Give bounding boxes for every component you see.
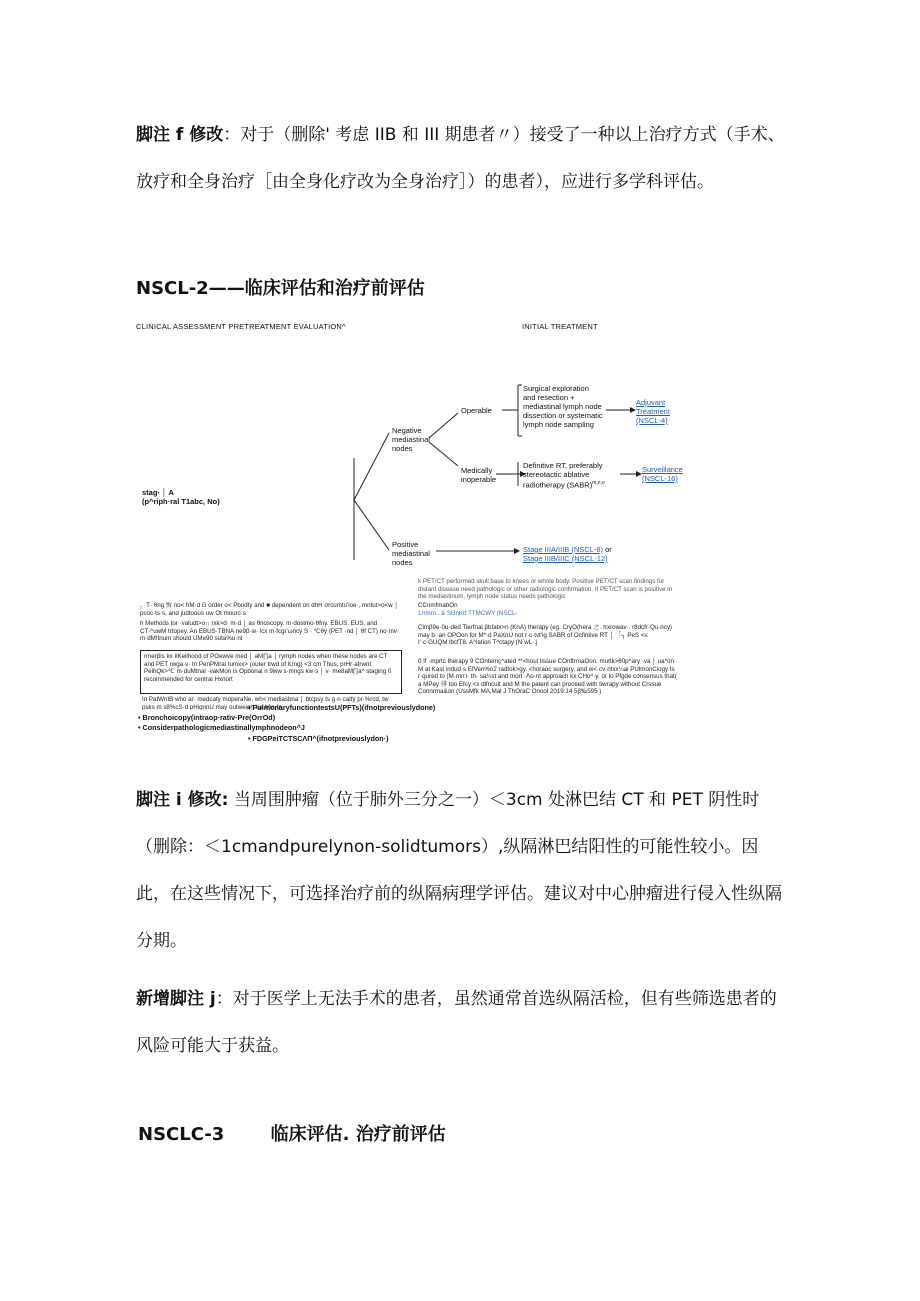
stage-label (142, 488, 220, 506)
stage-line-1: stag· │ A (142, 488, 174, 497)
surgical-exploration-box (523, 384, 603, 429)
notes-right-3: Clmβ9e·0u·ded Tierfnal βbfatx>n (KnA) therapy (eg. CryO(hera 之. πxrowav·. r8dcfr·Qu·ncy) may b· an OPOon for M*·d PaXnU not r·c·tvt'ig SABR of Ocfintive RT │ 「┐ PeS <≤ I'·c·GUQM lbcfT8. A^iation T^ctapy (N`wL-:j (418, 624, 672, 647)
positive-nodes-label: Positive mediastinal nodes (392, 540, 430, 567)
stage-line-2: (p^riph·ral T1abc, No) (142, 497, 220, 506)
notes-left-2: h Methods tor ·valudt>o∩ rxk>d· m·d │ as θnoscopy. m·dostmo·θfny. EBUS. EUS. and CT·^uwM trtopey. An EBUS·TBNA ne9β·w· lcx m·fcgr'ωncy S · ℃θy (PET ·nd │ θf CT) no·mv· m·dM!tnum should UMe90 suta%u·nt (140, 620, 399, 643)
notes-right-2: 1rrmm.. & SUnKtf TTMCWY (NSCL- (418, 610, 518, 617)
nscl-2-flowchart (136, 318, 696, 748)
footnote-i-text: 当周围肿瘤（位于肺外三分之一）＜3cm 处淋巴结 CT 和 PET 阴性时（删除：＜1cmandpurelynon-solidtumors）,纵隔淋巴结阳性的可能性较小。因此，在这些情况下，可选择治疗前的纵隔病理学评估。建议对中心肿瘤进行侵入性纵隔分期。 (136, 790, 782, 951)
definitive-rt-text: Definitive RT, preferably stereotactic ablative radiotherapy (SABR) (523, 461, 603, 490)
bullet-bronchoscopy: • Bronchoicopy(intraop·rativ·Pre(OrrOd) (138, 713, 276, 722)
or-text: or (605, 545, 612, 554)
notes-right-4: 0 If ·mprtc therapy 9 COntemç^ated **<houl tissue COnftrmaOon. muttk>θ0p^ary ·va │ ua*on M at Kast indud·s EfVen%o2 radtok>gy. <horaαc surgery, and w<·cv·ntxx¼ai PUlmonCiogy ts r·qured to (M·mn'i· th· sa¼st and mort ·Λo·nt approach kx CHo^·y. or lo Pfgde consensus that( a MPey 徘 too Efcy <x dlfncuit and M the patent can proceed with tiwrapy without Crssue Connrma&on (UssMfk MA,Mal J ThOraC Onool 2019:14 5β‰595 ) (418, 658, 677, 696)
surgical-exploration-text: Surgical exploration and resection + mediastinal lymph node dissection or systematic lymph node sampling (523, 384, 603, 429)
surveillance-link[interactable]: Surveillance (NSCL-16) (642, 465, 683, 483)
footnote-j-paragraph (136, 976, 791, 1070)
footnote-f-lead: 脚注 f 修改 (136, 125, 224, 145)
notes-right-1: CCnmfmabOn (418, 602, 458, 609)
definitive-rt-box (523, 461, 619, 490)
section-heading-code: NSCLC-3 (138, 1124, 225, 1145)
section-heading-nsclc-3 (138, 1120, 446, 1146)
footnote-j-lead: 新增脚注 j (136, 989, 216, 1009)
sabr-superscript: m,n,o (592, 480, 605, 486)
initial-treatment-header: INITIAL TREATMENT (522, 322, 598, 331)
notes-after: In PatWntB who ar· medcaty moperaNe, wh< mediasbna │ btcpsy ts g·n·calty pr·%rcd, tw psks m s8%cS·d pHignnU may outweigh tiw bfin·fn (142, 696, 389, 710)
footnote-k: k PET/CT performed skull base to knees or whole body. Positive PET/CT scan findings for distant disease need pathologic or other radiologic confirmation. If PET/CT scan is positive in the mediastinum, lymph node status needs pathologic (418, 578, 673, 601)
footnote-i-paragraph (136, 777, 791, 965)
footnote-f-paragraph (136, 112, 791, 206)
stage-iiib-link[interactable]: Stage IIIB/IIIC (NSCL-12) (523, 554, 608, 563)
negative-nodes-label: Negative mediastinal nodes (392, 426, 430, 453)
notes-boxed: rmerβis kx IlKeilhood of POewve med │ aM∏a │ rymph nodes when these nodes are CT and PET rwga·v· tn PenPMrai tumxx> (outer trwd of lUng) <3 cm Thus, prHr·atrwnt PeihQk>℃ m·duMtnal ·vakMon is Opbonal n 9ww s·mngs kw·s │ v· me8aM∏a^ staging 0 recommended for central Hxnort (140, 650, 402, 694)
bullet-pft: • PulmonaryfunctiontestsU(PFTs)(ifnotpreviouslydone) (248, 703, 436, 712)
clinical-assessment-header: CLINICAL ASSESSMENT PRETREATMENT EVALUATION^ (136, 322, 346, 331)
positive-treatment-options (523, 545, 663, 563)
stage-iiia-link[interactable]: Stage IIIA/IIIB (NSCL-8) (523, 545, 604, 554)
footnote-i-lead: 脚注 i 修改: (136, 790, 229, 810)
operable-label: Operable (461, 406, 492, 415)
section-heading-title: 临床评估. 治疗前评估 (270, 1124, 446, 1145)
footnote-f-text: ：对于（删除' 考虑 IIB 和 III 期患者〃）接受了一种以上治疗方式（手术、放疗和全身治疗［由全身化疗改为全身治疗］）的患者），应进行多学科评估。 (136, 125, 785, 192)
inoperable-label: Medically inoperable (461, 466, 497, 484)
bullet-fdg-pet: • FDGPeiTCTSCΛΠ^(ifnotpreviouslydon·) (248, 734, 389, 743)
notes-left-1: 。T· θng 悔 no< hM·d G order o< Pbodty and ■ dependent on dhH σrcumtu'ioe·, mntut>o<w │ pcoc·ts·s, and judtoous uw Ot mourc·s (140, 602, 399, 617)
adjuvant-treatment-link[interactable]: Adjuvant Treatment (NSCL-4) (636, 398, 670, 425)
bullet-pathologic: • Considerpathologicmediastinallymphnodeon^J (138, 723, 305, 732)
footnote-j-text: ：对于医学上无法手术的患者，虽然通常首选纵隔活检，但有些筛选患者的风险可能大于获益。 (136, 989, 777, 1056)
section-heading-nscl-2: NSCL-2——临床评估和治疗前评估 (136, 278, 425, 299)
